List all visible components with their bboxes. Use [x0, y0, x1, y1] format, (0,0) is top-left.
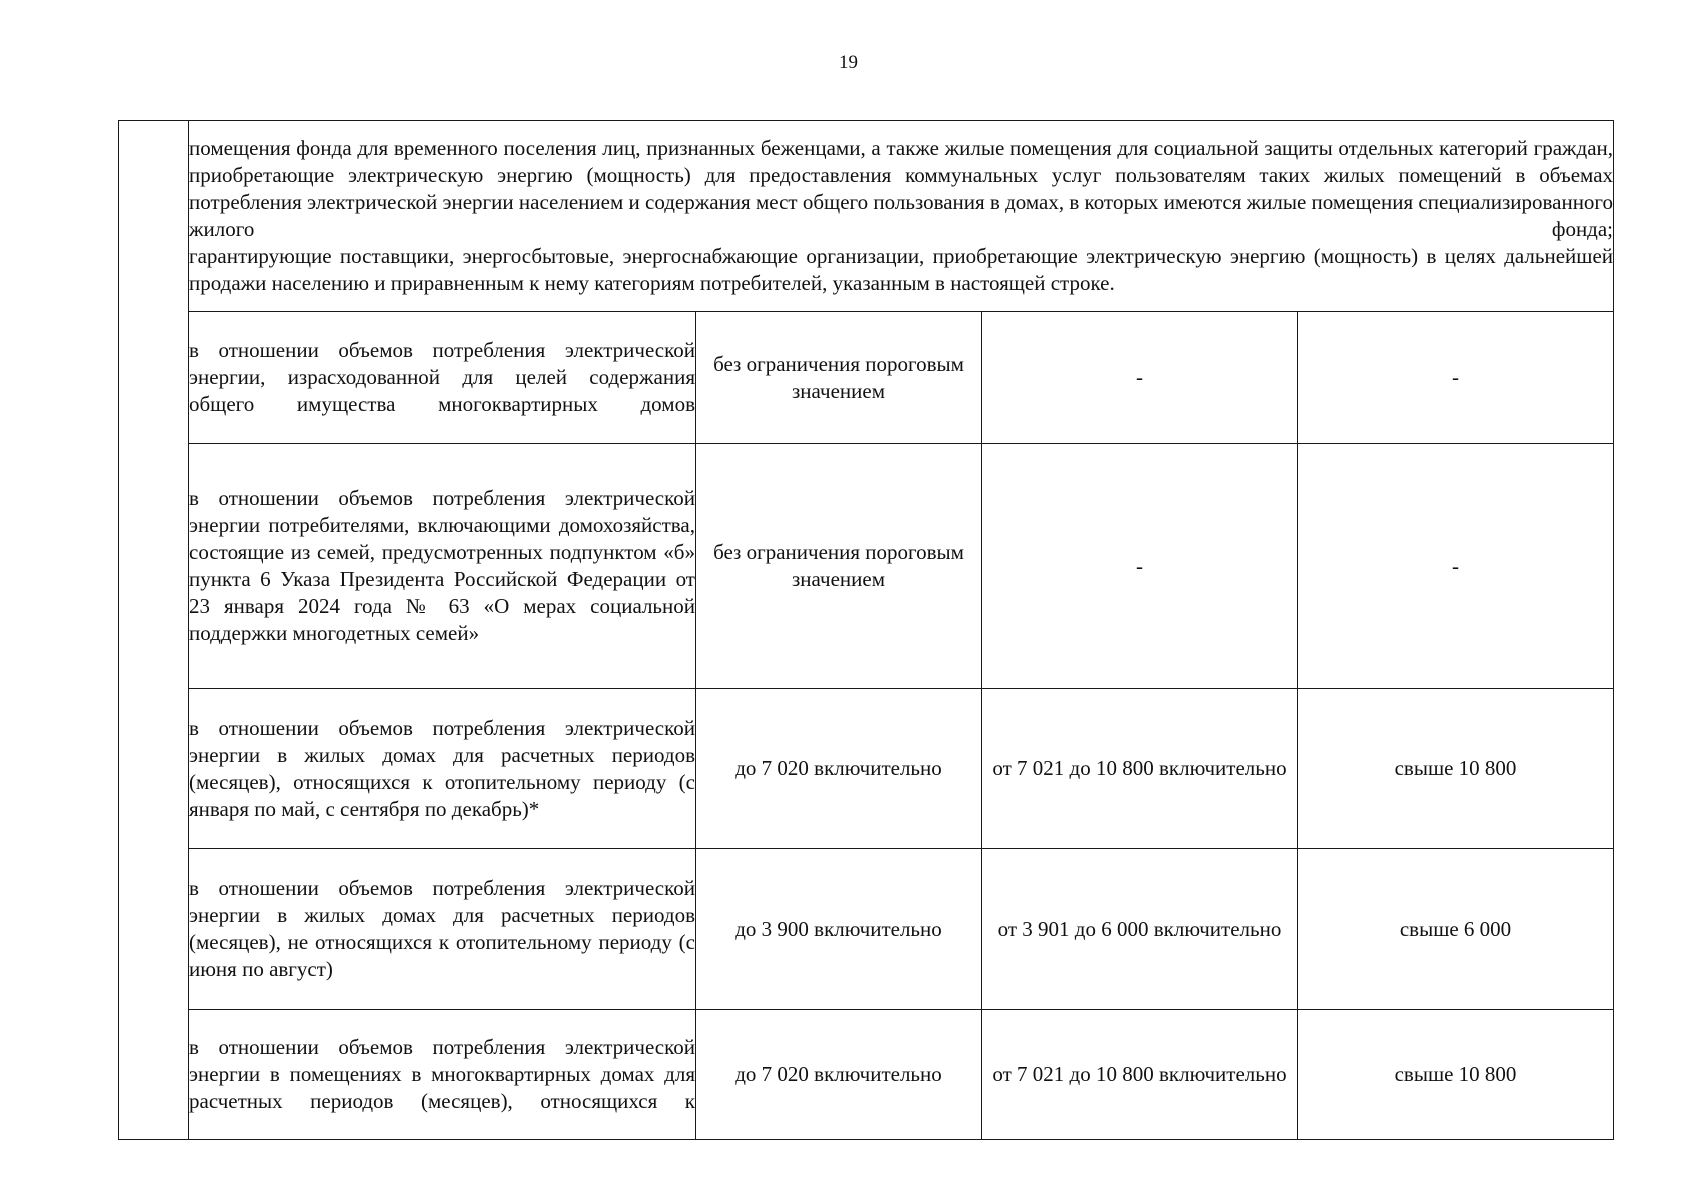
table-row: [119, 689, 1614, 849]
row-description: в отношении объемов потребления электрической энергии в жилых домах для расчетных периодов (месяцев), не относящихся к отопительному периоду (с июня по август): [189, 849, 696, 1010]
range-cell-2: -: [982, 312, 1298, 444]
table-row: [119, 1010, 1614, 1140]
range-cell-3: свыше 10 800: [1298, 689, 1614, 849]
range-cell-2: от 3 901 до 6 000 включительно: [982, 849, 1298, 1010]
range-cell-1: без ограничения пороговым значением: [696, 312, 982, 444]
intro-paragraph-2: гарантирующие поставщики, энергосбытовые, энергоснабжающие организации, приобретающие электрическую энергию (мощность) в целях дальнейшей продажи населению и приравненным к нему категориям потребителей, указанным в настоящей строке.: [189, 244, 1614, 295]
row-number-cell: [119, 121, 189, 1140]
range-cell-1: до 7 020 включительно: [696, 689, 982, 849]
table-row: [119, 849, 1614, 1010]
range-cell-3: свыше 6 000: [1298, 849, 1614, 1010]
intro-cell: [189, 121, 1614, 312]
row-description: в отношении объемов потребления электрической энергии, израсходованной для целей содержания общего имущества многоквартирных домов: [189, 312, 696, 444]
intro-paragraph-1: помещения фонда для временного поселения лиц, признанных беженцами, а также жилые помещения для социальной защиты отдельных категорий граждан, приобретающие электрическую энергию (мощность) для предоставления коммунальных услуг пользователям таких жилых помещений в объемах потребления электрической энергии населением и содержания мест общего пользования в домах, в которых имеются жилые помещения специализированного жилого фонда;: [189, 136, 1614, 241]
range-cell-2: от 7 021 до 10 800 включительно: [982, 689, 1298, 849]
tariff-table: [118, 120, 1614, 1140]
range-cell-2: -: [982, 444, 1298, 689]
row-description: в отношении объемов потребления электрической энергии в помещениях в многоквартирных домах для расчетных периодов (месяцев), относящихся к: [189, 1010, 696, 1140]
range-cell-3: -: [1298, 312, 1614, 444]
table-row-intro: [119, 121, 1614, 312]
page-number: 19: [839, 52, 858, 73]
row-description: в отношении объемов потребления электрической энергии потребителями, включающими домохозяйства, состоящие из семей, предусмотренных подпунктом «б» пункта 6 Указа Президента Российской Федерации от 23 января 2024 года № 63 «О мерах социальной поддержки многодетных семей»: [189, 444, 696, 689]
range-cell-1: до 7 020 включительно: [696, 1010, 982, 1140]
range-cell-1: до 3 900 включительно: [696, 849, 982, 1010]
range-cell-3: -: [1298, 444, 1614, 689]
range-cell-2: от 7 021 до 10 800 включительно: [982, 1010, 1298, 1140]
row-description: в отношении объемов потребления электрической энергии в жилых домах для расчетных периодов (месяцев), относящихся к отопительному периоду (с января по май, с сентября по декабрь)*: [189, 689, 696, 849]
table-row: [119, 312, 1614, 444]
range-cell-1: без ограничения пороговым значением: [696, 444, 982, 689]
range-cell-3: свыше 10 800: [1298, 1010, 1614, 1140]
table-row: [119, 444, 1614, 689]
